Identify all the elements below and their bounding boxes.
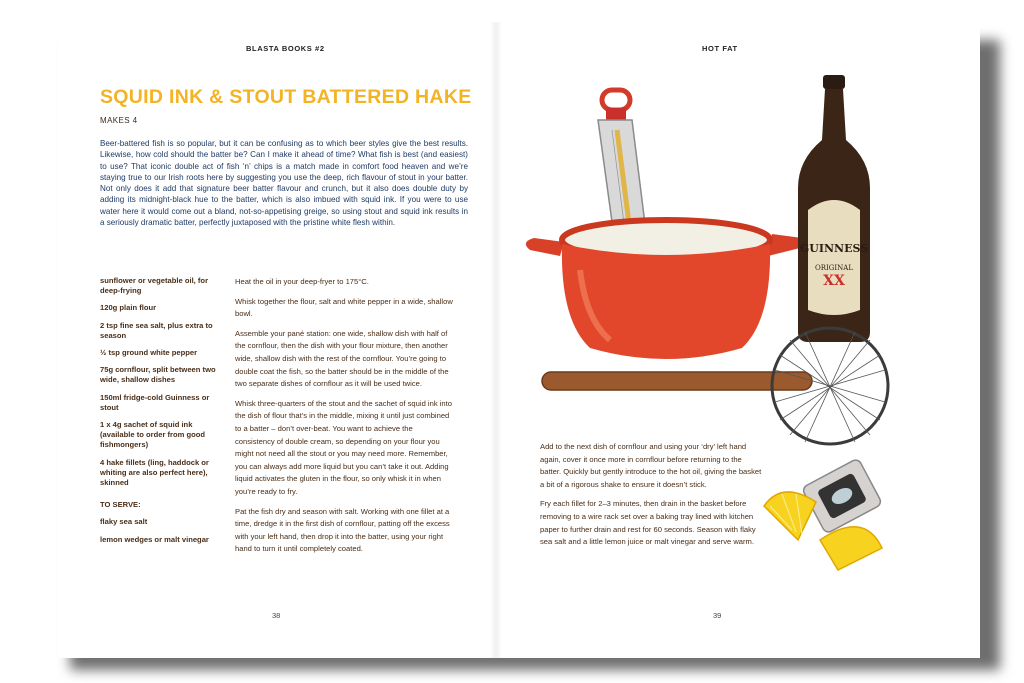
illustration — [520, 70, 900, 590]
running-head-left: BLASTA BOOKS #2 — [246, 44, 325, 53]
squid-ink-sachet-icon — [802, 458, 883, 534]
bottle-label: GUINNESS — [799, 242, 869, 255]
ingredient-item: 2 tsp fine sea salt, plus extra to season — [100, 320, 213, 340]
ingredient-item: ½ tsp ground white pepper — [100, 348, 198, 358]
ingredients-list — [100, 276, 220, 552]
ingredient-item: 120g plain flour — [100, 303, 157, 313]
pot-icon — [526, 220, 807, 359]
method-step: Whisk together the flour, salt and white pepper in a wide, shallow bowl. — [235, 296, 453, 319]
page-number-left: 38 — [272, 611, 281, 620]
ingredient-item: sunflower or vegetable oil, for deep-frying — [100, 276, 209, 296]
recipe-yield: MAKES 4 — [100, 116, 138, 125]
ingredient-item: 150ml fridge-cold Guinness or stout — [100, 392, 210, 412]
serve-item: lemon wedges or malt vinegar — [100, 534, 209, 544]
book-gutter — [490, 22, 502, 658]
bottle-sub: ORIGINAL — [815, 264, 853, 272]
bottle-mark: XX — [823, 273, 845, 289]
bottle-icon — [798, 75, 870, 342]
page-number-right: 39 — [713, 611, 722, 620]
method-step: Heat the oil in your deep-fryer to 175°C. — [235, 277, 369, 286]
ingredient-item: 1 x 4g sachet of squid ink (available to order from good fishmongers) — [100, 420, 206, 450]
ingredient-item: 75g cornflour, split between two wide, shallow dishes — [100, 365, 216, 385]
running-head-right: HOT FAT — [702, 44, 738, 53]
method-step: Assemble your pané station: one wide, shallow dish with half of the cornflour, then the dish with your flour mixture, then another wide, shallow dish with the rest of the cornflour. You’re going to double coat the fish, so the batter should be in the middle of the two separate dishes of cornflour as it will be used twice. — [235, 328, 449, 389]
serve-item: flaky sea salt — [100, 517, 148, 527]
method-step: Whisk three-quarters of the stout and the sachet of squid ink into the dish of flour that’s in the middle, mixing it until just combined to a batter – don’t over-beat. You want to achieve the consistency of double cream, so depending on your flour you might not need all the stout or you may need more. Remember, you can always add more liquid but you can’t take it out. Adding liquid activates the gluten in the flour, so only whisk it in when you’re ready to fry. — [235, 398, 452, 496]
to-serve-heading: TO SERVE: — [100, 500, 141, 510]
method-step: Pat the fish dry and season with salt. Working with one fillet at a time, dredge it in the first dish of cornflour, patting off the excess with your left hand, then drop it into the batter, using your right hand to turn it until completely coated. — [235, 506, 450, 554]
recipe-intro: Beer-battered fish is so popular, but it can be confusing as to which beer styles give the best results. Likewise, how cold should the batter be? Can I make it ahead of time? What fish is best (and easiest) to use? That iconic double act of fish ‘n’ chips is a match made in comfort food heaven and we’re staying true to our Irish roots here by suggesting you use the deep, rich flavour of stout in your batter. Not only does it add that signature beer batter flavour and crunch, but it also does double duty by adding its midnight-black hue to the batter, which is also imbued with squid ink. If you were to use water here it would come out a bland, not-so-appetising greige, so using stout and squid ink results in a seriously dramatic batter, perfectly juxtaposed with the pristine white flesh within. — [100, 139, 468, 228]
ingredient-item: 4 hake fillets (ling, haddock or whiting are also perfect here), skinned — [100, 457, 209, 488]
method-step: Fry each fillet for 2–3 minutes, then drain in the basket before removing to a wire rack set over a baking tray lined with kitchen paper to further drain and rest for 60 seconds. Season with flaky sea salt and a little lemon juice or malt vinegar and serve warm. — [540, 499, 756, 547]
recipe-title: SQUID INK & STOUT BATTERED HAKE — [100, 86, 472, 108]
method-step: Add to the next dish of cornflour and using your ‘dry’ left hand again, cover it once more in cornflour before returning to the batter. Quickly but gently introduce to the hot oil, giving the basket a bit of a rigorous shake to ensure it doesn’t stick. — [540, 442, 762, 489]
method-left — [235, 276, 453, 563]
